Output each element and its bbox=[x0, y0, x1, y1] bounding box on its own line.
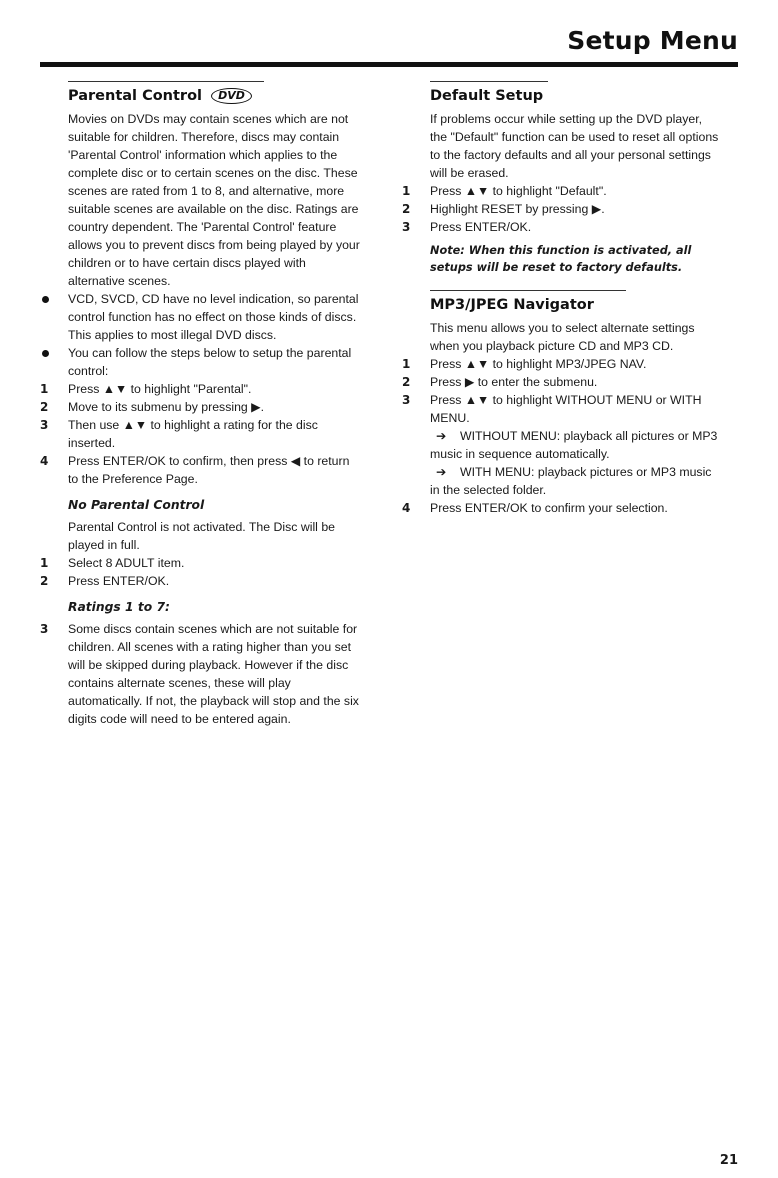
result-line bbox=[430, 463, 722, 499]
step-item bbox=[40, 398, 360, 416]
bullet-icon bbox=[40, 290, 68, 344]
parental-control-title: Parental Control bbox=[68, 88, 203, 104]
section-divider bbox=[430, 81, 548, 82]
ratings-heading: Ratings 1 to 7: bbox=[68, 600, 170, 614]
step-item bbox=[40, 554, 360, 572]
arrow-right-icon: ➔ bbox=[436, 465, 447, 479]
step-item bbox=[40, 572, 360, 590]
result-text: WITHOUT MENU: playback all pictures or MP3 music in sequence automatically. bbox=[430, 429, 718, 461]
parental-control-heading bbox=[68, 86, 360, 106]
bullet-item bbox=[40, 290, 360, 344]
step-item bbox=[40, 416, 360, 452]
section-divider bbox=[430, 290, 626, 291]
step-item bbox=[402, 355, 722, 373]
step-number: 3 bbox=[402, 220, 411, 234]
page-title: Setup Menu bbox=[567, 26, 738, 55]
step-text: Select 8 ADULT item. bbox=[68, 556, 185, 570]
step-item bbox=[402, 373, 722, 391]
step-number: 1 bbox=[40, 556, 49, 570]
step-item bbox=[402, 218, 722, 236]
mp3-navigator-intro: This menu allows you to select alternate settings when you playback picture CD and MP3 CD. bbox=[430, 321, 695, 353]
step-text: Press ▲▼ to highlight MP3/JPEG NAV. bbox=[430, 357, 647, 371]
step-number: 4 bbox=[40, 454, 49, 468]
step-item bbox=[402, 200, 722, 218]
parental-intro: Movies on DVDs may contain scenes which are not suitable for children. Therefore, discs may contain 'Parental Control' information which applies to the complete disc or to certain scenes on the disc. These scenes are rated from 1 to 8, and alternative, more suitable scenes are available on the disc. Ratings are country dependent. The 'Parental Control' feature allows you to prevent discs from being played by your children or to have certain discs played with alternative scenes. bbox=[68, 112, 360, 288]
step-item bbox=[402, 391, 722, 427]
step-text: Press ENTER/OK to confirm, then press ◀ to return to the Preference Page. bbox=[68, 454, 350, 486]
step-text: Highlight RESET by pressing ▶. bbox=[430, 202, 605, 216]
step-text: Press ▲▼ to highlight "Parental". bbox=[68, 382, 252, 396]
no-parental-control-heading: No Parental Control bbox=[68, 498, 205, 512]
left-column bbox=[40, 76, 360, 728]
section-divider bbox=[68, 81, 264, 82]
step-item bbox=[40, 380, 360, 398]
bullet-text: VCD, SVCD, CD have no level indication, so parental control function has no effect on those kinds of discs. This applies to most illegal DVD discs. bbox=[68, 292, 359, 342]
step-text: Press ▲▼ to highlight "Default". bbox=[430, 184, 607, 198]
step-text: Press ▲▼ to highlight WITHOUT MENU or WITH MENU. bbox=[430, 393, 702, 425]
arrow-right-icon: ➔ bbox=[436, 429, 447, 443]
no-parental-control-text: Parental Control is not activated. The Disc will be played in full. bbox=[68, 520, 336, 552]
step-number: 2 bbox=[40, 400, 49, 414]
result-text: WITH MENU: playback pictures or MP3 music in the selected folder. bbox=[430, 465, 712, 497]
step-number: 3 bbox=[40, 622, 49, 636]
step-text: Some discs contain scenes which are not suitable for children. All scenes with a rating higher than you set will be skipped during playback. However if the disc contains alternate scenes, these will play automatically. If not, the playback will stop and the six digits code will need to be entered again. bbox=[68, 622, 359, 726]
bullet-item bbox=[40, 344, 360, 380]
step-item bbox=[40, 452, 360, 488]
step-number: 1 bbox=[40, 382, 49, 396]
step-text: Move to its submenu by pressing ▶. bbox=[68, 400, 265, 414]
result-line bbox=[430, 427, 722, 463]
default-setup-note: Note: When this function is activated, all setups will be reset to factory defaults. bbox=[430, 244, 692, 274]
bullet-icon bbox=[40, 344, 68, 380]
mp3-navigator-title: MP3/JPEG Navigator bbox=[430, 297, 594, 313]
page-number: 21 bbox=[719, 1153, 738, 1168]
default-setup-intro: If problems occur while setting up the DVD player, the "Default" function can be used to reset all options to the factory defaults and all your personal settings will be erased. bbox=[430, 112, 719, 180]
step-number: 4 bbox=[402, 501, 411, 515]
right-column bbox=[402, 76, 722, 517]
step-number: 3 bbox=[40, 418, 49, 432]
step-item bbox=[40, 620, 360, 728]
default-setup-title: Default Setup bbox=[430, 88, 544, 104]
step-text: Press ENTER/OK. bbox=[430, 220, 532, 234]
dvd-logo-icon: DVD bbox=[211, 88, 252, 104]
step-text: Press ▶ to enter the submenu. bbox=[430, 375, 598, 389]
step-text: Press ENTER/OK to confirm your selection. bbox=[430, 501, 668, 515]
step-number: 1 bbox=[402, 184, 411, 198]
step-number: 2 bbox=[40, 574, 49, 588]
step-number: 2 bbox=[402, 375, 411, 389]
step-number: 3 bbox=[402, 393, 411, 407]
step-number: 2 bbox=[402, 202, 411, 216]
bullet-text: You can follow the steps below to setup the parental control: bbox=[68, 346, 352, 378]
step-item bbox=[402, 499, 722, 517]
step-number: 1 bbox=[402, 357, 411, 371]
step-text: Press ENTER/OK. bbox=[68, 574, 170, 588]
step-text: Then use ▲▼ to highlight a rating for the disc inserted. bbox=[68, 418, 318, 450]
step-item bbox=[402, 182, 722, 200]
header-rule bbox=[40, 62, 738, 67]
